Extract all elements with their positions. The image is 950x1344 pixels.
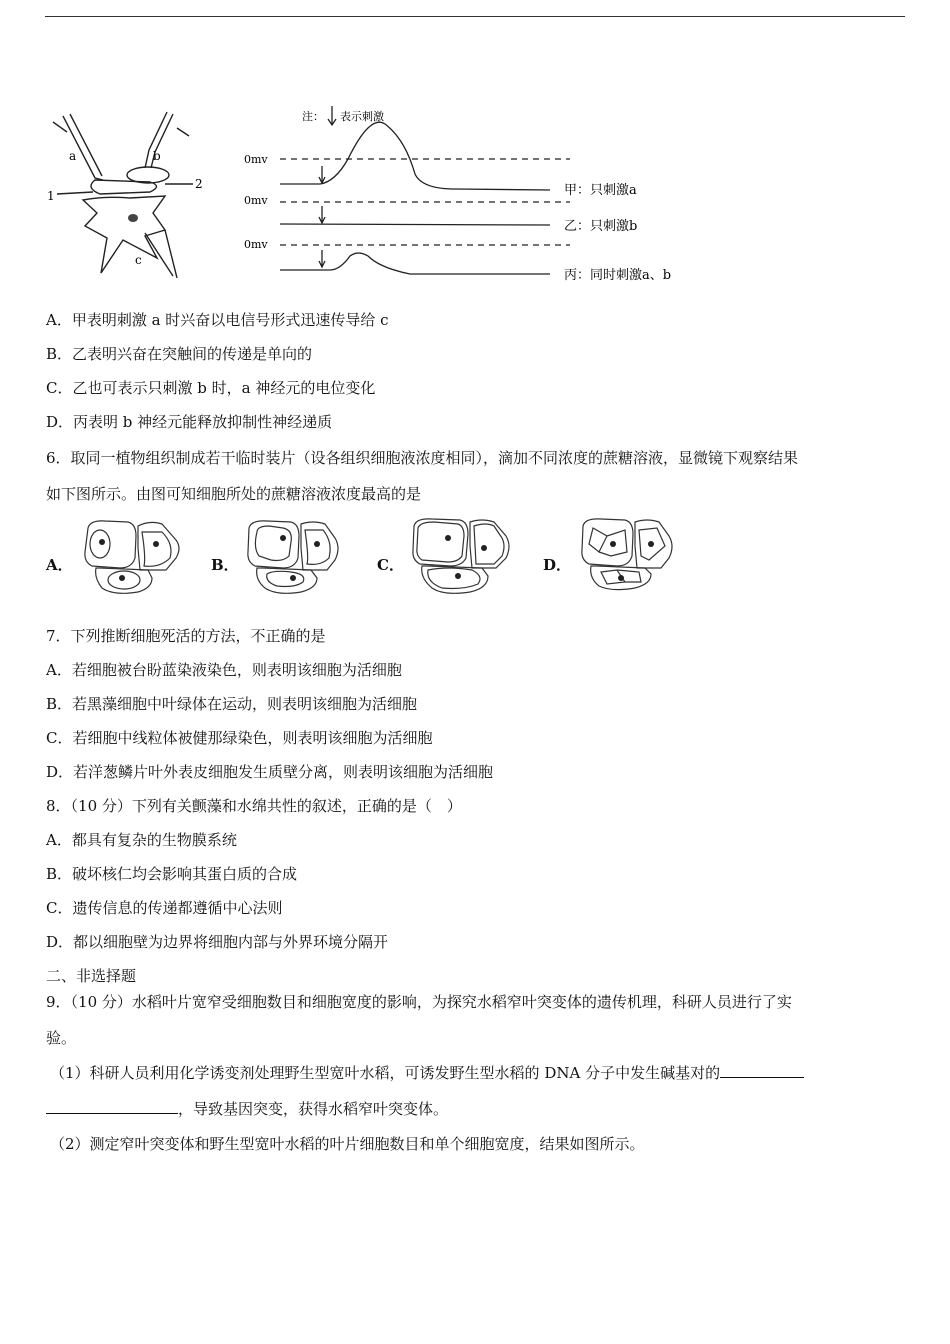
cell-diagram-a [80,518,184,596]
section-heading: 二、非选择题 [46,967,137,985]
q9-sub1-line1 [50,1062,804,1083]
neuron-label-b: b [153,149,161,163]
q7-option-c: C．若细胞中线粒体被健那绿染色，则表明该细胞为活细胞 [46,729,433,747]
q6-option-d-label: D． [543,556,572,574]
trace-label-yi: 乙：只刺激b [564,219,638,234]
q6-option-b-label: B． [211,556,239,574]
q5-option-c: C．乙也可表示只刺激 b 时，a 神经元的电位变化 [46,379,376,397]
neuron-label-a: a [69,149,77,163]
q6-option-a-label: A． [46,556,73,574]
trace-label-jia: 甲：只刺激a [564,183,637,198]
q7-stem: 7．下列推断细胞死活的方法，不正确的是 [46,627,326,645]
q8-option-b: B．破坏核仁均会影响其蛋白质的合成 [46,865,298,883]
note-text: 表示刺激 [340,110,384,123]
q9-stem-line1: 9．（10 分）水稻叶片宽窄受细胞数目和细胞宽度的影响，为探究水稻窄叶突变体的遗传机理，科研人员进行了实 [46,993,792,1011]
q8-option-c: C．遗传信息的传递都遵循中心法则 [46,899,283,917]
q6-stem-line1: 6．取同一植物组织制成若干临时装片（设各组织细胞液浓度相同），滴加不同浓度的蔗糖溶液，显微镜下观察结果 [46,449,799,467]
header-rule [45,16,905,17]
zero-label-1: 0mv [244,153,268,166]
q8-option-a: A．都具有复杂的生物膜系统 [46,831,237,849]
q6-stem-line2: 如下图所示。由图可知细胞所处的蔗糖溶液浓度最高的是 [46,485,422,503]
q9-sub1-text: （1）科研人员利用化学诱变剂处理野生型宽叶水稻，可诱发野生型水稻的 DNA 分子中发生碱基对的 [50,1064,721,1082]
q8-stem: 8．（10 分）下列有关颤藻和水绵共性的叙述，正确的是（ ） [46,797,462,815]
cell-diagram-b [243,518,341,596]
q5-option-d: D．丙表明 b 神经元能释放抑制性神经递质 [46,413,333,431]
zero-label-2: 0mv [244,194,268,207]
q9-sub1-tail: ，导致基因突变，获得水稻窄叶突变体。 [178,1100,449,1118]
q5-option-a: A．甲表明刺激 a 时兴奋以电信号形式迅速传导给 c [46,311,389,329]
cell-diagram-c [408,516,512,596]
q7-option-b: B．若黑藻细胞中叶绿体在运动，则表明该细胞为活细胞 [46,695,418,713]
q9-sub1-line2 [46,1098,448,1119]
zero-label-3: 0mv [244,238,268,251]
cell-diagram-d [577,516,675,592]
neuron-label-2: 2 [195,177,203,191]
trace-label-bing: 丙：同时刺激a、b [564,268,672,283]
q8-option-d: D．都以细胞壁为边界将细胞内部与外界环境分隔开 [46,933,389,951]
neuron-label-1: 1 [47,189,55,203]
potential-traces [240,104,720,286]
neuron-label-c: c [135,253,142,267]
note-label: 注： [302,110,324,123]
q7-option-a: A．若细胞被台盼蓝染液染色，则表明该细胞为活细胞 [46,661,402,679]
q7-option-d: D．若洋葱鳞片叶外表皮细胞发生质壁分离，则表明该细胞为活细胞 [46,763,494,781]
q9-stem-line2: 验。 [46,1029,77,1047]
q6-option-c-label: C． [377,556,404,574]
answer-blank-1a[interactable] [720,1062,804,1078]
neuron-diagram [45,108,210,280]
q9-sub2: （2）测定窄叶突变体和野生型宽叶水稻的叶片细胞数目和单个细胞宽度，结果如图所示。 [50,1135,645,1153]
answer-blank-1b[interactable] [46,1098,178,1114]
q5-option-b: B．乙表明兴奋在突触间的传递是单向的 [46,345,313,363]
